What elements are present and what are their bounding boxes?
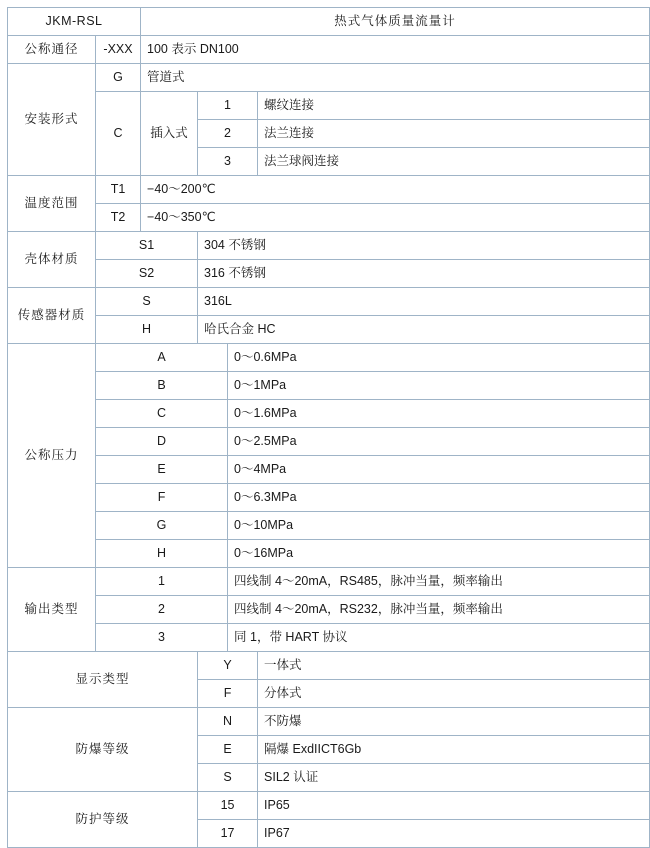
row-code: S <box>198 764 258 792</box>
row-value: 0～6.3MPa <box>228 484 650 512</box>
row-code: 2 <box>198 120 258 148</box>
row-code: G <box>96 512 228 540</box>
row-group-label: 传感器材质 <box>8 288 96 344</box>
row-code: B <box>96 372 228 400</box>
table-header-row <box>8 8 650 36</box>
table-row <box>8 344 650 372</box>
row-value: 同 1，带 HART 协议 <box>228 624 650 652</box>
row-value: 不防爆 <box>258 708 650 736</box>
row-code: 1 <box>198 92 258 120</box>
row-value: 0～4MPa <box>228 456 650 484</box>
row-group-label: 防爆等级 <box>8 708 198 792</box>
row-group-label: 壳体材质 <box>8 232 96 288</box>
table-row <box>8 792 650 820</box>
row-code: N <box>198 708 258 736</box>
row-value: 分体式 <box>258 680 650 708</box>
row-value: 316L <box>198 288 650 316</box>
row-code: S2 <box>96 260 198 288</box>
row-group-label: 防护等级 <box>8 792 198 848</box>
row-group-label: 显示类型 <box>8 652 198 708</box>
product-title-cell: 热式气体质量流量计 <box>141 8 650 36</box>
model-code-cell: JKM-RSL <box>8 8 141 36</box>
row-group-label: 安装形式 <box>8 64 96 176</box>
table-row <box>8 400 650 428</box>
row-code: 3 <box>198 148 258 176</box>
row-value: 100 表示 DN100 <box>141 36 650 64</box>
table-row <box>8 372 650 400</box>
row-subcode: G <box>96 64 141 92</box>
row-value: 四线制 4～20mA，RS485，脉冲当量，频率输出 <box>228 568 650 596</box>
table-row <box>8 232 650 260</box>
row-code: C <box>96 400 228 428</box>
row-group-label: 输出类型 <box>8 568 96 652</box>
table-row <box>8 204 650 232</box>
table-row <box>8 64 650 92</box>
row-code: E <box>198 736 258 764</box>
row-value: SIL2 认证 <box>258 764 650 792</box>
row-code: T2 <box>96 204 141 232</box>
row-code: 3 <box>96 624 228 652</box>
table-row <box>8 652 650 680</box>
row-code: 15 <box>198 792 258 820</box>
table-row <box>8 176 650 204</box>
row-value: 304 不锈钢 <box>198 232 650 260</box>
row-subvalue: 插入式 <box>141 92 198 176</box>
table-row <box>8 288 650 316</box>
row-code: A <box>96 344 228 372</box>
row-value: 0～0.6MPa <box>228 344 650 372</box>
row-code: E <box>96 456 228 484</box>
table-row <box>8 484 650 512</box>
row-value: 隔爆 ExdIICT6Gb <box>258 736 650 764</box>
row-code: 1 <box>96 568 228 596</box>
row-code: H <box>96 540 228 568</box>
row-code: H <box>96 316 198 344</box>
row-group-label: 公称压力 <box>8 344 96 568</box>
row-value: 0～2.5MPa <box>228 428 650 456</box>
row-value: 316 不锈钢 <box>198 260 650 288</box>
row-code: T1 <box>96 176 141 204</box>
row-value: 四线制 4～20mA，RS232，脉冲当量，频率输出 <box>228 596 650 624</box>
table-row <box>8 92 650 120</box>
row-value: 法兰球阀连接 <box>258 148 650 176</box>
row-subvalue: 管道式 <box>141 64 650 92</box>
row-subcode: C <box>96 92 141 176</box>
table-row <box>8 428 650 456</box>
row-value: 哈氏合金 HC <box>198 316 650 344</box>
row-group-label: 温度范围 <box>8 176 96 232</box>
row-code: S <box>96 288 198 316</box>
row-value: 螺纹连接 <box>258 92 650 120</box>
table-row <box>8 512 650 540</box>
row-code: F <box>96 484 228 512</box>
table-row <box>8 540 650 568</box>
row-code: -XXX <box>96 36 141 64</box>
row-code: Y <box>198 652 258 680</box>
row-group-label: 公称通径 <box>8 36 96 64</box>
row-value: 一体式 <box>258 652 650 680</box>
table-row <box>8 36 650 64</box>
row-code: D <box>96 428 228 456</box>
table-row <box>8 456 650 484</box>
row-code: 2 <box>96 596 228 624</box>
row-value: 0～16MPa <box>228 540 650 568</box>
row-value: 法兰连接 <box>258 120 650 148</box>
row-code: S1 <box>96 232 198 260</box>
row-value: IP67 <box>258 820 650 848</box>
table-row <box>8 596 650 624</box>
table-row <box>8 316 650 344</box>
row-value: −40～200℃ <box>141 176 650 204</box>
row-value: −40～350℃ <box>141 204 650 232</box>
row-value: 0～1.6MPa <box>228 400 650 428</box>
table-row <box>8 624 650 652</box>
row-code: 17 <box>198 820 258 848</box>
row-value: IP65 <box>258 792 650 820</box>
row-code: F <box>198 680 258 708</box>
table-row <box>8 708 650 736</box>
row-value: 0～1MPa <box>228 372 650 400</box>
table-row <box>8 260 650 288</box>
row-value: 0～10MPa <box>228 512 650 540</box>
model-selection-table <box>7 7 650 848</box>
table-row <box>8 568 650 596</box>
